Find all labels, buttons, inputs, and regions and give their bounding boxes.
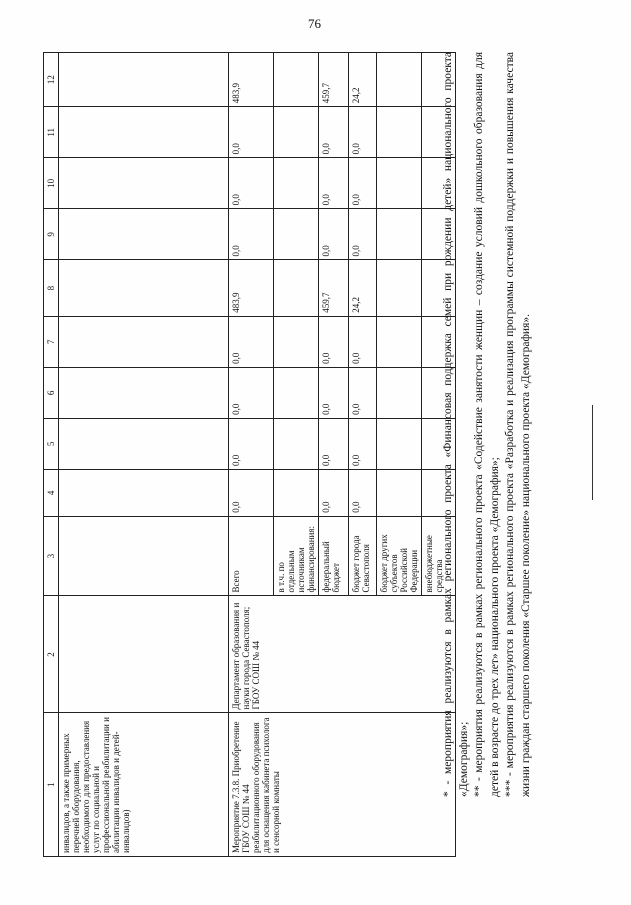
footnote-1: * - мероприятия реализуются в рамках регионального проекта «Финансовая поддержка семей при рождении детей» национального проекта «Демография»; (442, 52, 470, 797)
table-cell: 0,0 (229, 158, 274, 209)
footnotes (441, 52, 534, 857)
table-cell: 0,0 (229, 107, 274, 158)
table-cell: 0,0 (229, 209, 274, 260)
table-cell (377, 53, 422, 107)
header-cell: 8 (44, 260, 59, 316)
header-cell: 4 (44, 469, 59, 516)
table-cell (377, 158, 422, 209)
table-cell (59, 418, 229, 469)
table-cell: 0,0 (349, 418, 377, 469)
table-cell: внебюджетные средства (422, 516, 456, 596)
table-cell (377, 469, 422, 516)
table-cell: 0,0 (319, 107, 349, 158)
table-cell: 0,0 (349, 107, 377, 158)
table-cell (377, 316, 422, 367)
table-row (229, 53, 274, 857)
table-cell (377, 260, 422, 316)
table-cell: федеральный бюджет (319, 516, 349, 596)
header-cell: 9 (44, 209, 59, 260)
table-cell (59, 367, 229, 418)
page-number: 76 (308, 16, 321, 31)
table-cell: 0,0 (349, 316, 377, 367)
table-cell (274, 469, 319, 516)
table-cell (59, 596, 229, 713)
table-cell: 0,0 (319, 367, 349, 418)
table-cell: 483,9 (229, 260, 274, 316)
table-cell: 0,0 (349, 209, 377, 260)
header-cell: 11 (44, 107, 59, 158)
header-cell: 7 (44, 316, 59, 367)
table-cell (274, 367, 319, 418)
table-cell (59, 260, 229, 316)
table-cell (274, 260, 319, 316)
table-cell (274, 316, 319, 367)
table-header-row (44, 53, 59, 857)
footer-divider (592, 405, 593, 500)
table-cell (377, 367, 422, 418)
table-cell: 0,0 (229, 418, 274, 469)
table-cell (59, 53, 229, 107)
table-cell: 0,0 (319, 158, 349, 209)
table-cell: 459,7 (319, 260, 349, 316)
header-cell: 1 (44, 713, 59, 857)
table-cell (274, 158, 319, 209)
table-cell (274, 107, 319, 158)
table-cell: 0,0 (319, 209, 349, 260)
header-cell: 3 (44, 516, 59, 596)
header-cell: 6 (44, 367, 59, 418)
rotated-content (43, 52, 563, 857)
table-cell: 0,0 (319, 418, 349, 469)
table-cell (59, 107, 229, 158)
table-cell: бюджет города Севастополя (349, 516, 377, 596)
table-cell: 0,0 (229, 316, 274, 367)
table-row (59, 53, 229, 857)
header-cell: 12 (44, 53, 59, 107)
table-cell: 0,0 (349, 469, 377, 516)
table-cell: 0,0 (319, 469, 349, 516)
table-cell: Всего (229, 516, 274, 596)
table-cell: 0,0 (349, 158, 377, 209)
table-cell: 24,2 (349, 53, 377, 107)
table-cell (377, 209, 422, 260)
table-cell (377, 107, 422, 158)
table-cell (59, 516, 229, 596)
table-cell (274, 53, 319, 107)
table-cell (59, 469, 229, 516)
table-cell: Департамент образования и науки города Севастополя; ГБОУ СОШ № 44 (229, 596, 456, 713)
table-cell: 0,0 (229, 469, 274, 516)
table-cell: Мероприятие 7.3.8. Приобретение ГБОУ СОШ № 44 реабилитационного оборудования для оснащения кабинета психолога и сенсорной комнаты (229, 713, 456, 857)
table-cell (59, 209, 229, 260)
table-cell (59, 158, 229, 209)
table-cell (377, 418, 422, 469)
table-cell (59, 316, 229, 367)
table-cell: инвалидов, а также примерных перечней оборудования, необходимого для предоставления услуг по социальной и профессиональной реабилитации и абилитации инвалидов и детей-инвалидов) (59, 713, 229, 857)
table-cell: 0,0 (319, 316, 349, 367)
table-cell: бюджет других субъектов Российской Федерации (377, 516, 422, 596)
table-cell: в т.ч. по отдельным источникам финансирования: (274, 516, 319, 596)
table-cell: 483,9 (229, 53, 274, 107)
table-cell: 0,0 (349, 367, 377, 418)
table-cell (274, 418, 319, 469)
table-cell (274, 209, 319, 260)
header-cell: 10 (44, 158, 59, 209)
header-cell: 5 (44, 418, 59, 469)
table-cell: 459,7 (319, 53, 349, 107)
footnote-3: *** - мероприятия реализуются в рамках регионального проекта «Разработка и реализация программы системной поддержки и повышения качества жизни граждан старшего поколения «Старшее поколение» национального проекта «Демография». (504, 52, 532, 797)
footnote-2: ** - мероприятия реализуются в рамках регионального проекта «Содействие занятости женщин – создание условий дошкольного образования для детей в возрасте до трех лет» национального проекта «Демография»; (473, 52, 501, 797)
budget-table (43, 52, 456, 857)
header-cell: 2 (44, 596, 59, 713)
table-cell: 24,2 (349, 260, 377, 316)
table-cell: 0,0 (229, 367, 274, 418)
